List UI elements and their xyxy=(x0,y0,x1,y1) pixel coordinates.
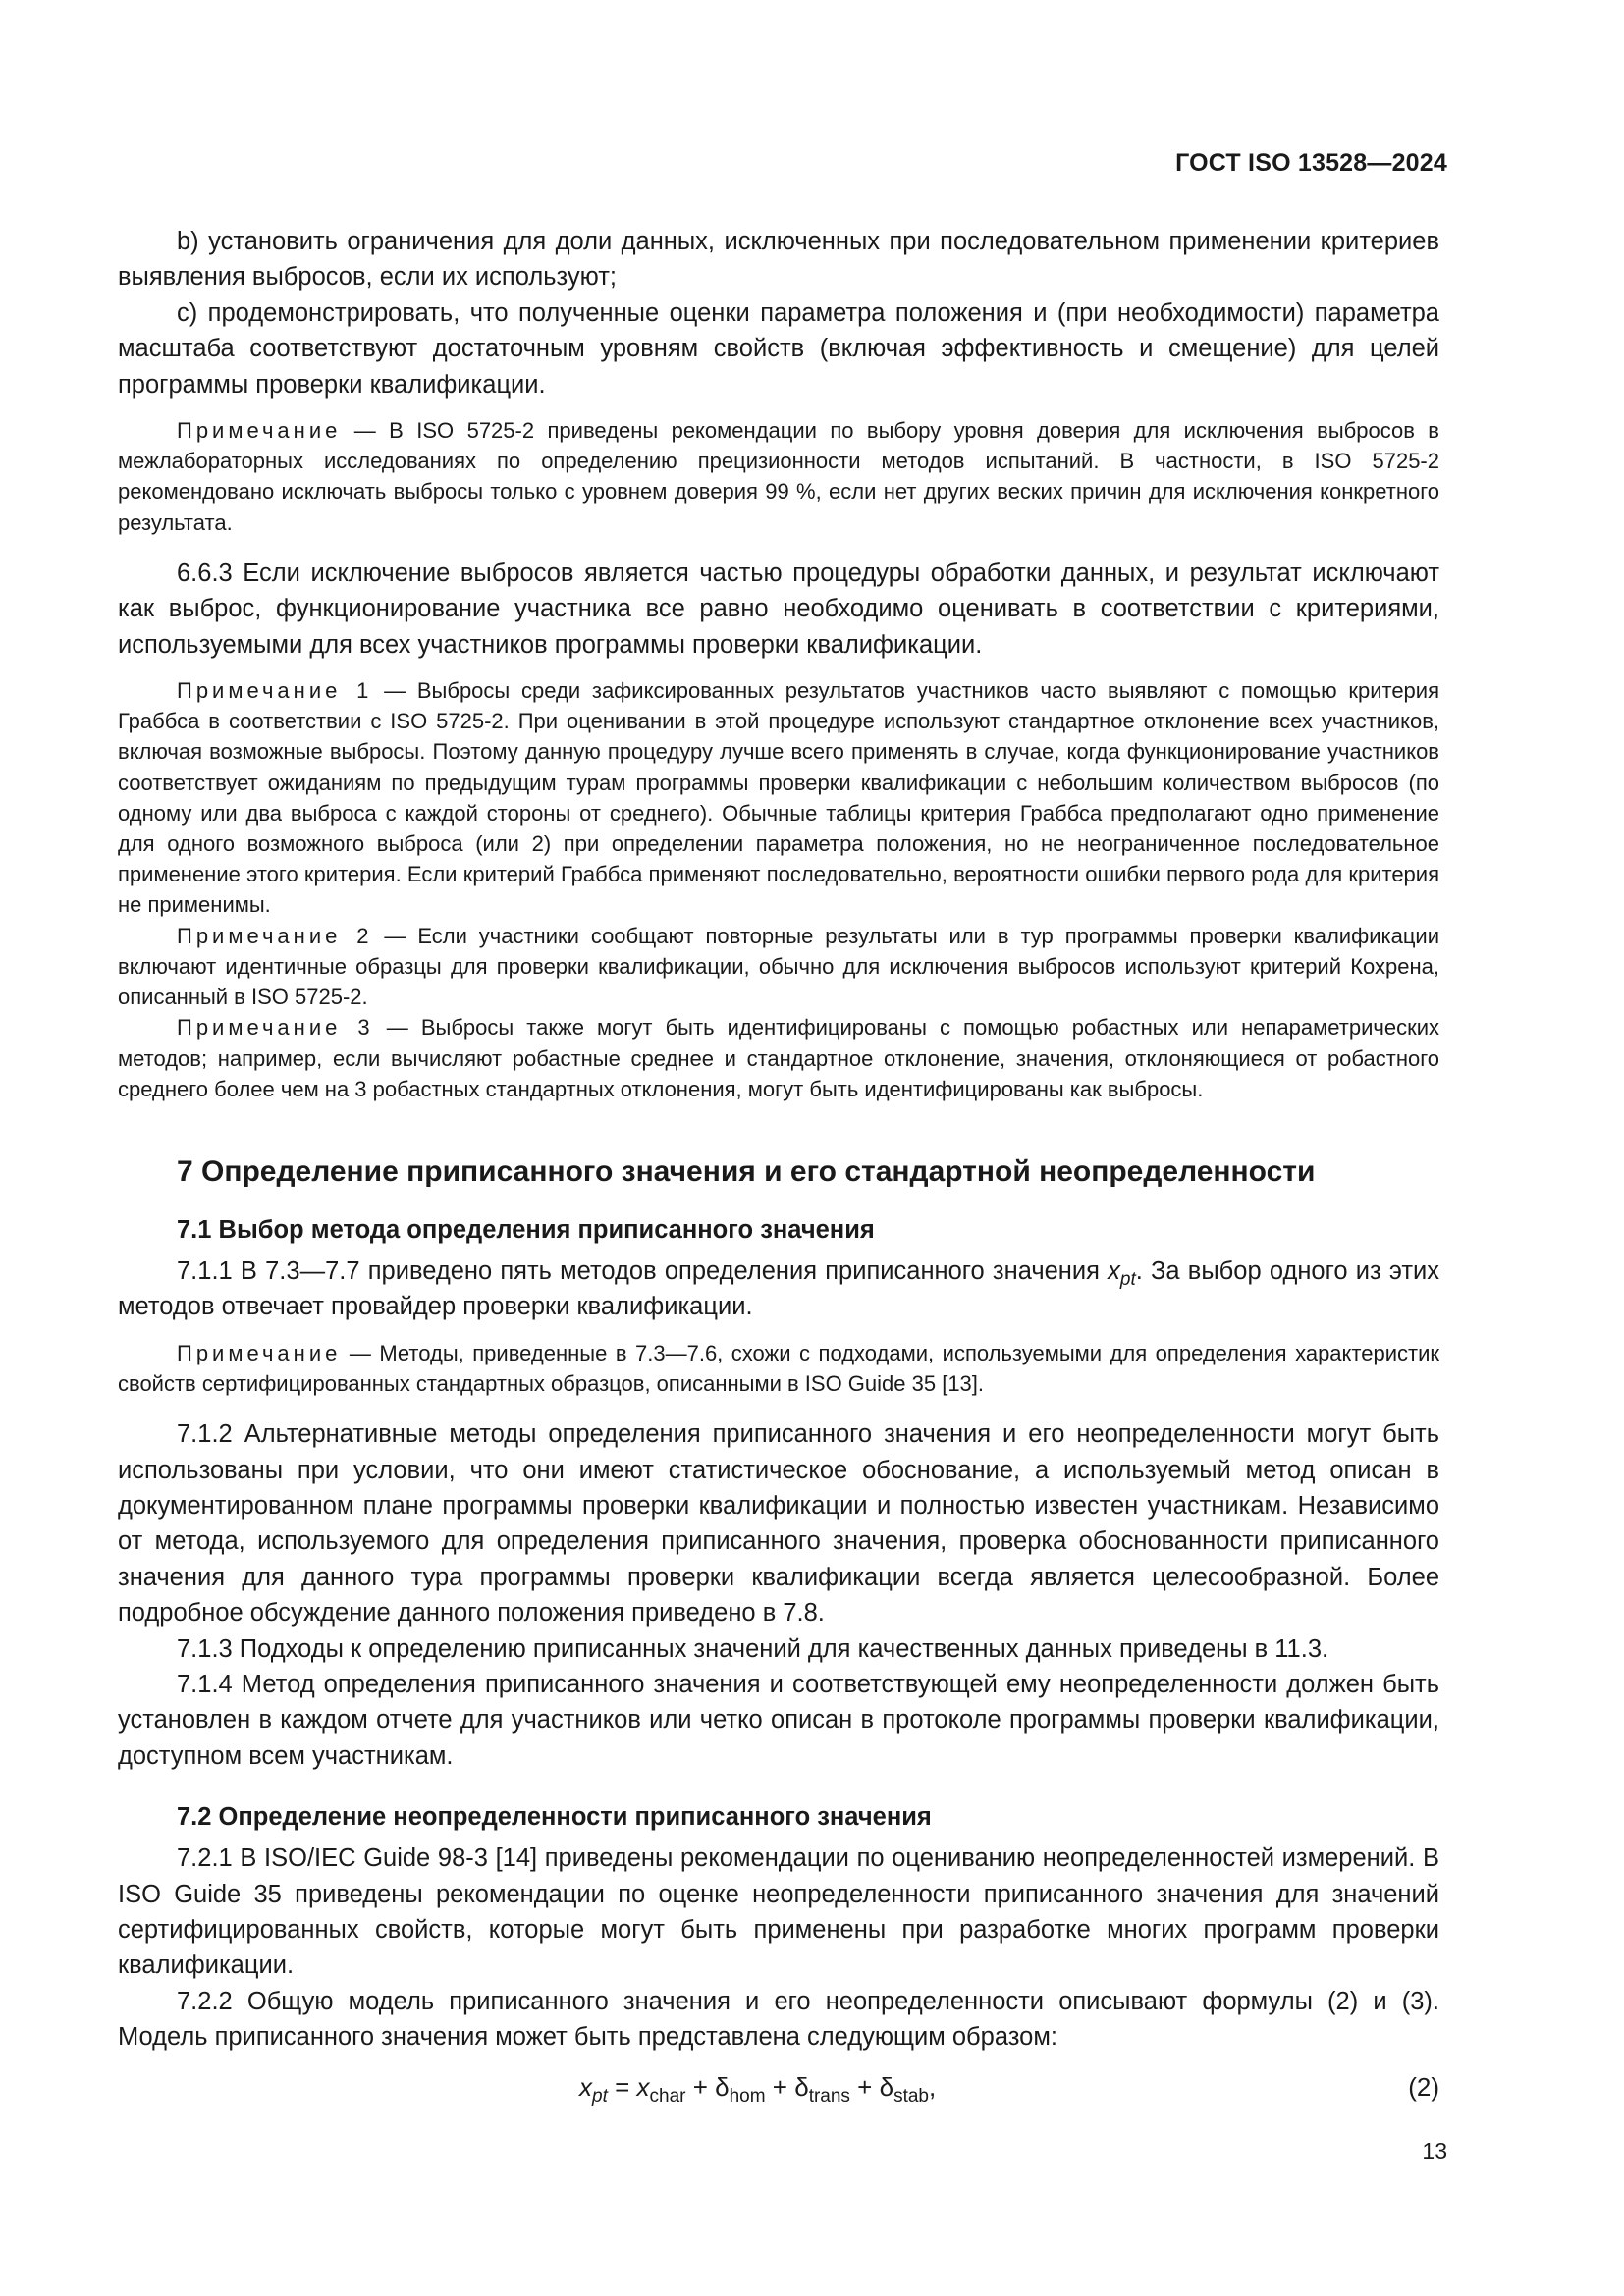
note-guide-35 xyxy=(118,1338,1439,1399)
paragraph-7-2-2: 7.2.2 Общую модель приписанного значения и его неопределенности описывают формулы (2) и (3). Модель приписанного значения может быть представлена следующим образом: xyxy=(118,1987,1439,2052)
note-1-label: Примечание 1 xyxy=(177,678,373,704)
section-7-2-heading: 7.2 Определение неопределенности приписанного значения xyxy=(177,1803,932,1832)
paragraph-6-6-3: 6.6.3 Если исключение выбросов является частью процедуры обработки данных, и результат исключают как выброс, функционирование участника все равно необходимо оценивать в соответствии с критериями, используемыми для всех участников программы проверки квалификации. xyxy=(118,559,1439,659)
note-3 xyxy=(118,1012,1439,1104)
paragraph-7-1-2: 7.1.2 Альтернативные методы определения приписанного значения и его неопределенности могут быть использованы при условии, что они имеют статистическое обоснование, а используемый метод описан в документированном плане программы проверки квалификации и полностью известен участникам. Независимо от метода, используемого для определения приписанного значения, проверка обоснованности приписанного значения для данного тура программы проверки квалификации всегда является целесообразной. Более подробное обсуждение данного положения приведено в 7.8. xyxy=(118,1420,1439,1628)
var-x: x xyxy=(1108,1256,1120,1285)
page-number: 13 xyxy=(1422,2138,1447,2163)
paragraph-7-1-3: 7.1.3 Подходы к определению приписанных значений для качественных данных приведены в 11.3. xyxy=(177,1634,1329,1663)
paragraph-b: b) установить ограничения для доли данных, исключенных при последовательном применении критериев выявления выбросов, если их используют; xyxy=(118,228,1439,292)
var-pt-subscript: pt xyxy=(1119,1268,1136,1290)
note-label: Примечание xyxy=(177,418,342,444)
note-1 xyxy=(118,675,1439,921)
document-header: ГОСТ ISO 13528—2024 xyxy=(1175,149,1447,177)
formula-number: (2) xyxy=(1408,2071,1439,2102)
paragraph-7-2-1: 7.2.1 В ISO/IEC Guide 98-3 [14] приведены рекомендации по оцениванию неопределенностей измерений. В ISO Guide 35 приведены рекомендации по оценке неопределенности приписанного значения для значений сертифицированных свойств, которые могут быть применены при разработке многих программ проверки квалификации. xyxy=(118,1844,1439,1980)
paragraph-c: c) продемонстрировать, что полученные оценки параметра положения и (при необходимости) параметра масштаба соответствуют достаточным уровням свойств (включая эффективность и смещение) для целей программы проверки квалификации. xyxy=(118,298,1439,399)
note-text: — Методы, приведенные в 7.3—7.6, схожи с подходами, используемыми для определения характеристик свойств сертифицированных стандартных образцов, описанными в ISO Guide 35 [13]. xyxy=(118,1340,1439,1396)
note-label: Примечание xyxy=(177,1340,342,1365)
note-3-label: Примечание 3 xyxy=(177,1015,374,1041)
paragraph-7-1-4: 7.1.4 Метод определения приписанного значения и соответствующей ему неопределенности должен быть установлен в каждом отчете для участников или четко описан в протоколе программы проверки квалификации, доступном всем участникам. xyxy=(118,1670,1439,1770)
note-2-label: Примечание 2 xyxy=(177,923,373,948)
formula-2 xyxy=(118,2063,1439,2110)
note-1-text: — Выбросы среди зафиксированных результатов участников часто выявляют с помощью критерия Граббса в соответствии с ISO 5725-2. При оценивании в этой процедуре используют стандартное отклонение всех участников, включая возможные выбросы. Поэтому данную процедуру лучше всего применять в случае, когда функционирование участников соответствует ожиданиям по предыдущим турам программы проверки квалификации с небольшим количеством выбросов (по одному или два выброса с каждой стороны от среднего). Обычные таблицы критерия Граббса предполагают одно применение для одного возможного выброса (или 2) при определении параметра положения, но не неограниченное последовательное применение этого критерия. Если критерий Граббса применяют последовательно, вероятности ошибки первого рода для критерия не применимы. xyxy=(118,678,1439,918)
section-7-1-heading: 7.1 Выбор метода определения приписанного значения xyxy=(177,1215,875,1244)
note-3-text: — Выбросы также могут быть идентифицированы с помощью робастных или непараметрических методов; например, если вычисляют робастные среднее и стандартное отклонение, значения, отклоняющиеся от робастного среднего более чем на 3 робастных стандартных отклонения, могут быть идентифицированы как выбросы. xyxy=(118,1015,1439,1101)
paragraph-7-1-1: 7.1.1 В 7.3—7.7 приведено пять методов определения приписанного значения $x_{pt}$. За выбор одного из этих методов отвечает провайдер проверки квалификации. xyxy=(118,1256,1439,1321)
page-content xyxy=(118,224,1439,2110)
section-7-heading: 7 Определение приписанного значения и его стандартной неопределенности xyxy=(177,1154,1316,1188)
formula-expression: $x_{pt} = x_{char} + \delta_{hom} + \delta_{trans} + \delta_{stab}$, xyxy=(579,2071,937,2107)
note-iso-5725 xyxy=(118,415,1439,538)
note-2-text: — Если участники сообщают повторные результаты или в тур программы проверки квалификации включают идентичные образцы для проверки квалификации, обычно для исключения выбросов используют критерий Кохрена, описанный в ISO 5725-2. xyxy=(118,923,1440,1010)
note-2 xyxy=(118,921,1439,1013)
note-text: — В ISO 5725-2 приведены рекомендации по выбору уровня доверия для исключения выбросов в межлабораторных исследованиях по определению прецизионности методов испытаний. В частности, в ISO 5725-2 рекомендовано исключать выбросы только с уровнем доверия 99 %, если нет других веских причин для исключения конкретного результата. xyxy=(118,418,1439,535)
